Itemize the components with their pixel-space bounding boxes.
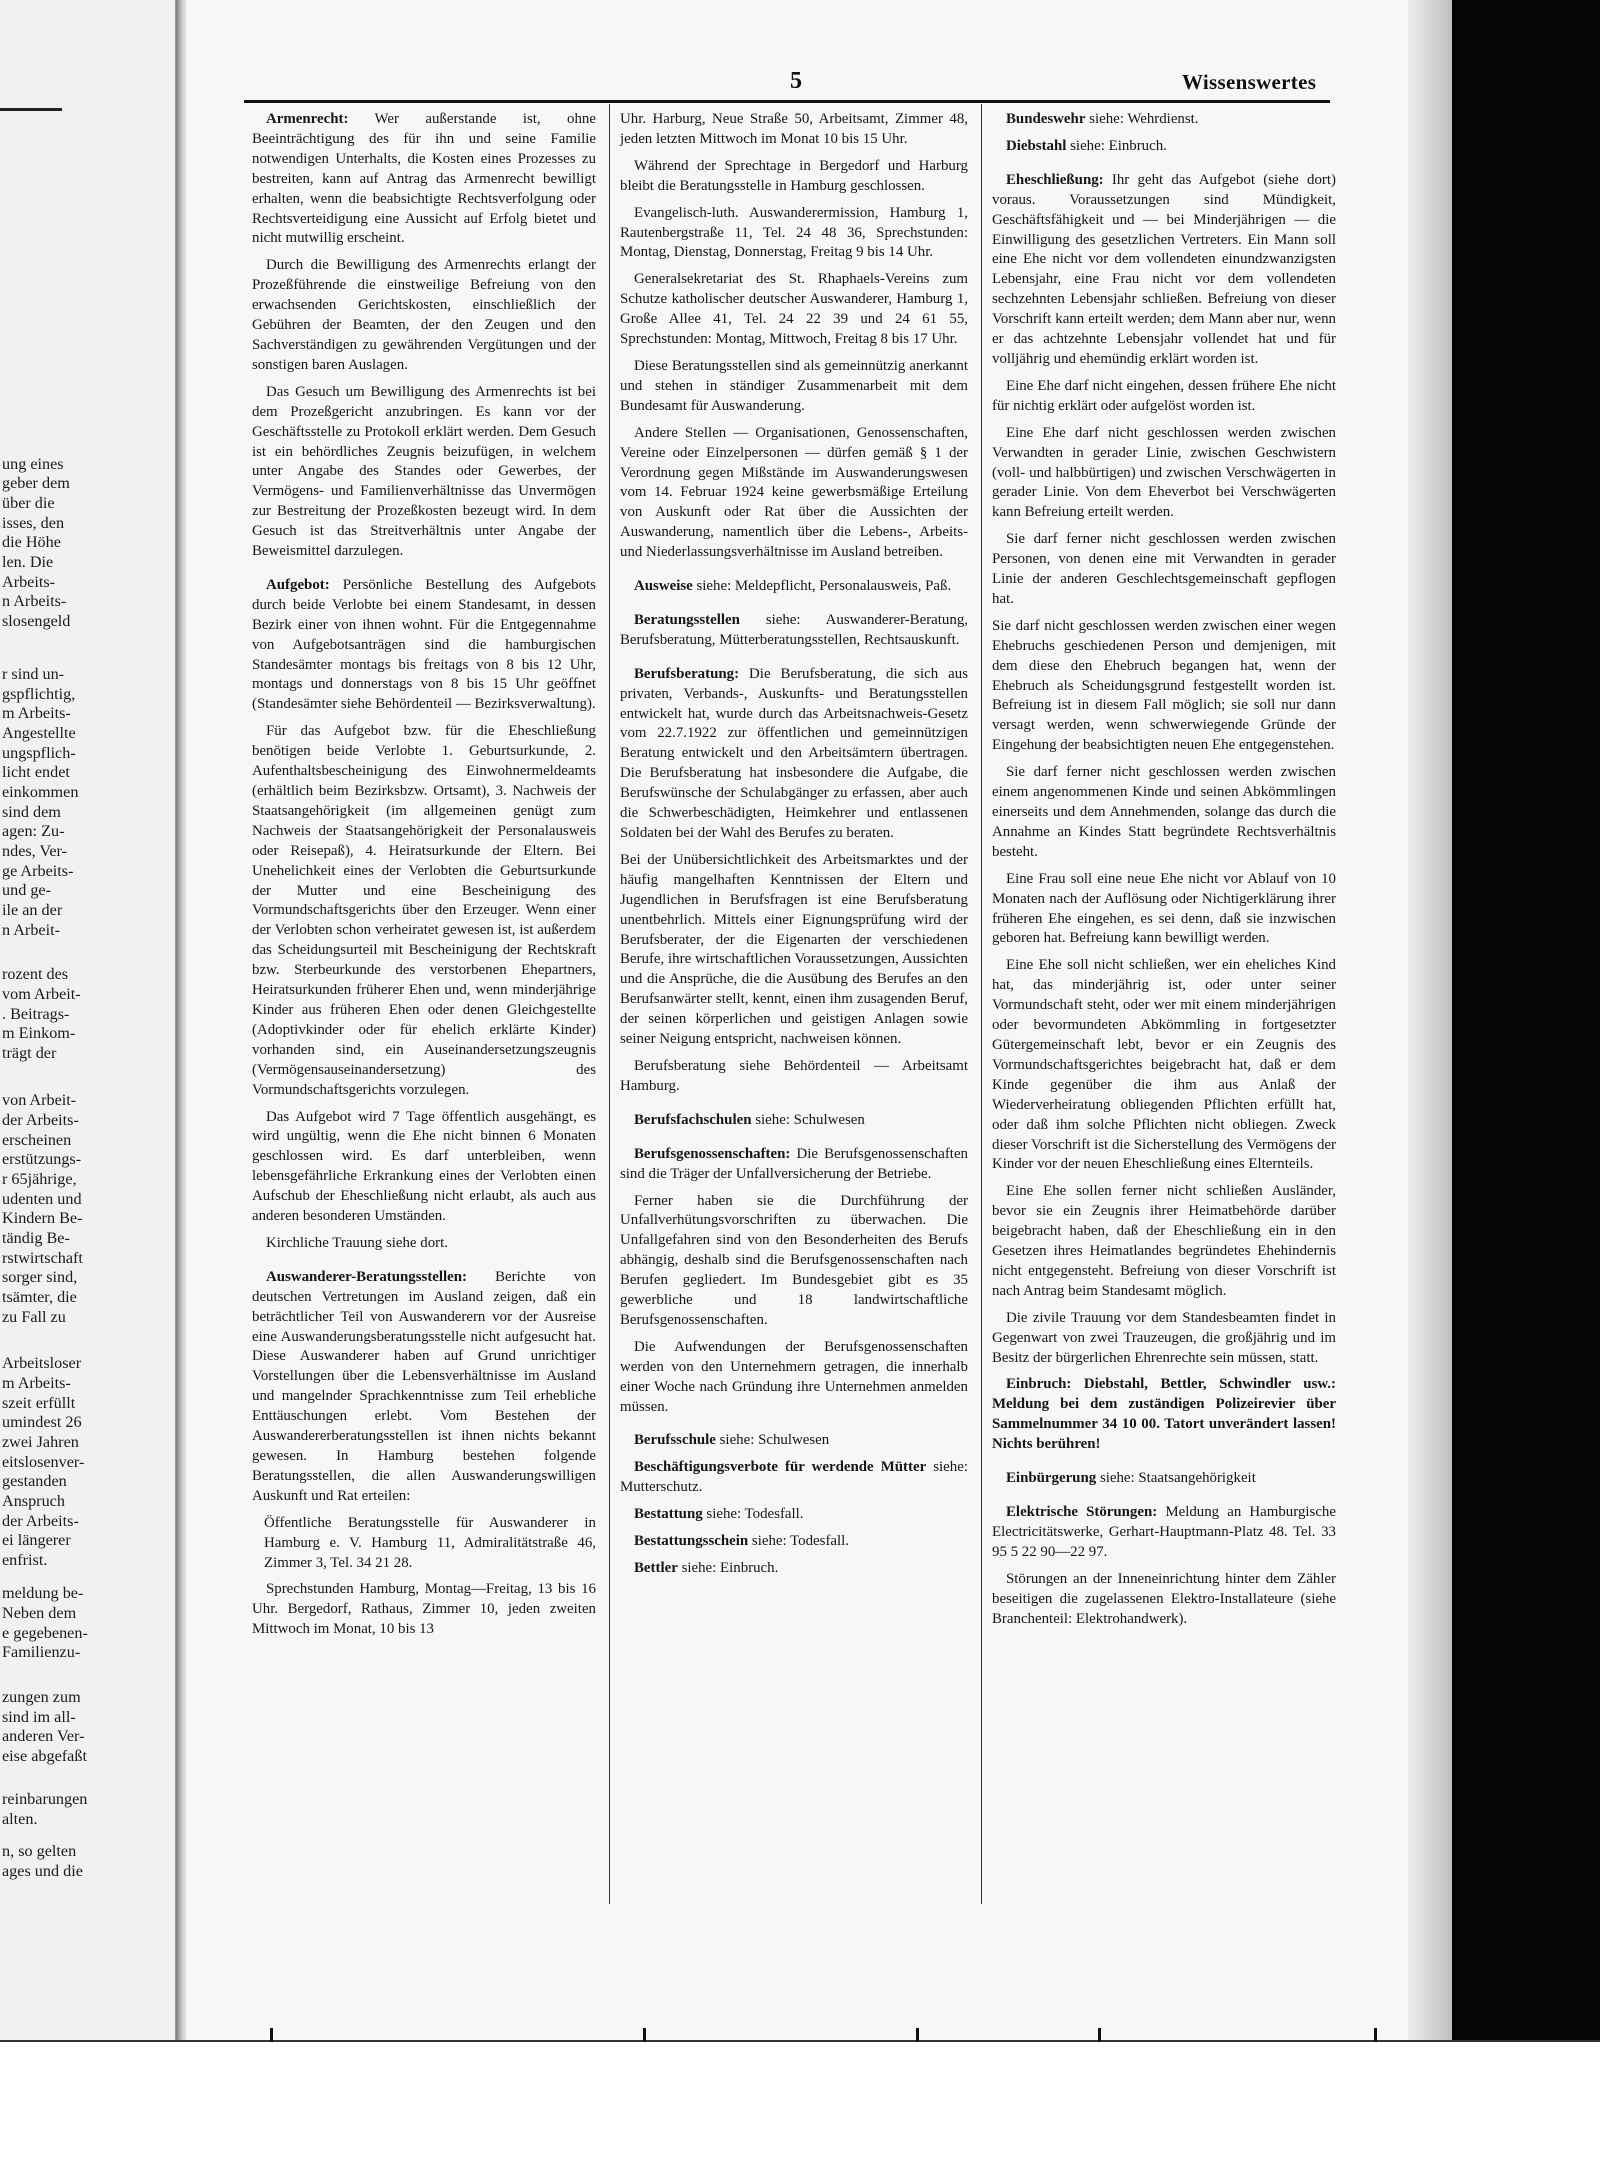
body-paragraph [620, 204, 968, 264]
entry-term: Diebstahl [1006, 137, 1067, 154]
entry-paragraph [992, 171, 1336, 370]
paragraph-text: Ferner haben sie die Durchführung der Unfallverhütungsvorschriften zu überwachen. Die Unfallgefahren sind von den Besonderheiten des Berufs abhängig, deshalb sind die Berufsgenossenschaften nach Berufen gegliedert. Im Bundesgebiet gibt es 35 gewerbliche und 18 landwirtschaftliche Berufsgenossenschaften. [620, 1192, 968, 1328]
entry-paragraph [620, 1431, 968, 1451]
header-rule [244, 100, 1330, 103]
entry-paragraph [620, 611, 968, 651]
left-page-line: tändig Be- [2, 1229, 70, 1247]
left-page-line: m Einkom- [2, 1024, 76, 1042]
body-paragraph [620, 357, 968, 417]
entry-paragraph [992, 110, 1336, 130]
column-divider [609, 104, 610, 1904]
section-title: Wissenswertes [1182, 70, 1317, 94]
entry-paragraph [620, 1145, 968, 1185]
body-paragraph [252, 1234, 596, 1254]
paragraph-text: siehe: Mutterschutz. [620, 1459, 968, 1496]
scan-edge-mark [643, 2028, 646, 2042]
left-page-line: von Arbeit- [2, 1091, 77, 1109]
left-page-line: rozent des [2, 965, 69, 983]
body-paragraph [620, 1057, 968, 1097]
paragraph-text: Die Aufwendungen der Berufsgenossenschaften werden von den Unternehmern getragen, die innerhalb einer Woche nach Gründung ihre Unternehmen anmelden müssen. [620, 1338, 968, 1415]
body-paragraph [252, 1514, 596, 1574]
left-page-line: m Arbeits- [2, 704, 71, 722]
entry-paragraph [620, 1111, 968, 1131]
left-page-line: len. Die [2, 553, 54, 571]
paragraph-text: Eine Ehe soll nicht schließen, wer ein eheliches Kind hat, das minderjährig ist, oder unter seiner Vormundschaft steht, oder wer mit einem minderjährigen oder bevormundeten Abkömmling in fortgesetzter Gütergemeinschaft lebt, bevor er ein Zeugnis des Vormundschaftsgerichtes beigebracht hat, daß er dem Kinde gegenüber die ihm aus Anlaß der Wiederverheiratung obliegenden Pflichten erfüllt hat, oder daß ihm solche Pflichten nicht obliegen. Zweck dieser Vorschrift ist die Sicherstellung des Vermögens der Kinder vor der neuen Eheschließung eines Elternteils. [992, 957, 1336, 1173]
entry-paragraph [620, 1559, 968, 1579]
paragraph-text: Evangelisch-luth. Auswanderermission, Hamburg 1, Rautenbergstraße 11, Tel. 24 48 36, Sprechstunden: Montag, Dienstag, Donnerstag, Freitag 9 bis 14 Uhr. [620, 204, 968, 261]
left-page-line: über die [2, 494, 55, 512]
entry-paragraph [252, 576, 596, 715]
left-page-line: erstützungs- [2, 1150, 82, 1168]
entry-term: Berufsgenossenschaften: [634, 1145, 791, 1162]
paragraph-text: Sprechstunden Hamburg, Montag—Freitag, 13 bis 16 Uhr. Bergedorf, Rathaus, Zimmer 10, jeden zweiten Mittwoch im Monat, 10 bis 13 [252, 1581, 596, 1638]
paragraph-text: Eine Frau soll eine neue Ehe nicht vor Ablauf von 10 Monaten nach der Auflösung oder Nichtigerklärung ihrer früheren Ehe eingehen, es sei denn, daß sie inzwischen geboren hat. Befreiung kann bewilligt werden. [992, 870, 1336, 947]
left-page-line: reinbarungen [2, 1790, 88, 1808]
entry-paragraph [620, 665, 968, 844]
left-page-line: meldung be- [2, 1584, 84, 1602]
left-page-line: n Arbeits- [2, 592, 67, 610]
scan-edge-mark [1374, 2028, 1377, 2042]
paragraph-text: siehe: Meldepflicht, Personalausweis, Paß. [696, 578, 952, 595]
paragraph-text: Ihr geht das Aufgebot (siehe dort) voraus. Voraussetzungen sind Mündigkeit, Geschäftsfähigkeit und — bei Minderjährigen — die Einwilligung des gesetzlichen Vertreters. Ein Mann soll eine Ehe nicht vor dem vollendeten einundzwanzigsten Lebensjahr, eine Frau nicht vor dem vollendeten sechzehnten Lebensjahr schließen. Befreiung von dieser Vorschrift kann erteilt werden; dem Mann aber nur, wenn er das achtzehnte Lebensjahr vollendet hat und für volljährig und ehemündig erklärt worden ist. [992, 171, 1336, 367]
paragraph-text: Persönliche Bestellung des Aufgebots durch beide Verlobte bei einem Standesamt, in dessen Bezirk einer von ihnen wohnt. Für die Entgegennahme von Aufgebotsanträgen sind die hamburgischen Standesämter montags bis freitags von 8 bis 12 Uhr, montags und donnerstags von 8 bis 15 Uhr geöffnet (Standesämter siehe Behördenteil — Bezirksverwaltung). [252, 576, 596, 713]
entry-paragraph [992, 137, 1336, 157]
body-paragraph [620, 851, 968, 1050]
left-page-line: der Arbeits- [2, 1111, 79, 1129]
paragraph-text: Sie darf ferner nicht geschlossen werden zwischen einem angenommenen Kinde und seinen Abkömmlingen einerseits und dem Annehmenden, solange das durch die Annahme an Kindes Statt begründete Rechtsverhältnis besteht. [992, 764, 1336, 860]
body-paragraph [620, 1192, 968, 1331]
left-page-line: ung eines [2, 455, 64, 473]
body-paragraph [252, 1108, 596, 1227]
text-column-3 [992, 110, 1336, 1636]
body-paragraph [992, 424, 1336, 524]
body-paragraph [620, 270, 968, 350]
paragraph-text: Uhr. Harburg, Neue Straße 50, Arbeitsamt, Zimmer 48, jeden letzten Mittwoch im Monat 10 bis 15 Uhr. [620, 111, 968, 147]
paragraph-text: Das Gesuch um Bewilligung des Armenrechts ist bei dem Prozeßgericht anzubringen. Es kann vor der Geschäftsstelle zu Protokoll erklärt werden. Dem Gesuch ist ein behördliches Zeugnis beizufügen, in welchem unter Angabe des Standes oder Gewerbes, der Vermögens- und Familienverhältnisse das Unvermögen zur Bestreitung der Prozeßkosten bezeugt wird. In dem Gesuch ist das Streitverhältnis unter Angabe der Beweismittel darzulegen. [252, 383, 596, 560]
entry-term: Bettler [634, 1560, 678, 1576]
paragraph-text: Diese Beratungsstellen sind als gemeinnützig anerkannt und stehen in ständiger Zusammenarbeit mit dem Bundesamt für Auswanderung. [620, 357, 968, 414]
entry-term: Armenrecht: [266, 111, 349, 127]
entry-term: Einbruch: [1006, 1376, 1072, 1393]
left-page-line: agen: Zu- [2, 822, 65, 840]
column-divider [981, 104, 982, 1904]
entry-term: Aufgebot: [266, 576, 330, 593]
left-page-line: ei längerer [2, 1531, 71, 1549]
entry-term: Auswanderer-Beratungsstellen: [266, 1268, 468, 1285]
body-paragraph [620, 424, 968, 563]
paragraph-text: Eine Ehe darf nicht geschlossen werden zwischen Verwandten in gerader Linie, zwischen Geschwistern (voll- und halbbürtigen) und zwischen Verschwägerten in gerader Linie. Von dem Eheverbot bei Verschwägerten kann Befreiung erteilt werden. [992, 424, 1336, 521]
entry-paragraph [992, 1503, 1336, 1563]
book-gutter [176, 0, 186, 2040]
entry-paragraph [620, 1458, 968, 1498]
body-paragraph [992, 870, 1336, 950]
left-page-line: erscheinen [2, 1131, 72, 1149]
paragraph-text: Die zivile Trauung vor dem Standesbeamten findet in Gegenwart von zwei Trauzeugen, die großjährig und im Besitz der bürgerlichen Ehrenrechte sein müssen, statt. [992, 1309, 1336, 1366]
entry-term: Beratungsstellen [634, 611, 740, 628]
left-page-line: anderen Ver- [2, 1727, 85, 1745]
paragraph-text: siehe: Wehrdienst. [1089, 111, 1199, 127]
left-page-line: vom Arbeit- [2, 985, 81, 1003]
left-page-line: sind dem [2, 803, 61, 821]
left-page-line: m Arbeits- [2, 1374, 71, 1392]
left-page-line: geber dem [2, 474, 70, 492]
paragraph-text: Meldung an Hamburgische Electricitätswerke, Gerhart-Hauptmann-Platz 48. Tel. 33 95 5 22 90—22 97. [992, 1504, 1336, 1560]
text-column-2 [620, 110, 968, 1586]
entry-paragraph [252, 110, 596, 249]
page-number: 5 [790, 68, 802, 94]
paragraph-text: Diebstahl, Bettler, Schwindler usw.: Meldung bei dem zuständigen Polizeirevier über Sammelnummer 34 10 00. Tatort unverändert lassen! Nichts berühren! [992, 1376, 1336, 1453]
left-page-line: . Beitrags- [2, 1005, 70, 1023]
paragraph-text: Andere Stellen — Organisationen, Genossenschaften, Vereine oder Einzelpersonen — dürfen gemäß § 1 der Verordnung gegen Mißstände im Auswanderungswesen vom 14. Februar 1924 keine gewerbsmäßige Erteilung von Auskunft oder Rat über die Aussichten der Auswanderung, namentlich über die Lebens-, Arbeits- und Niederlassungsverhältnisse im Ausland betreiben. [620, 424, 968, 561]
body-paragraph [992, 1182, 1336, 1301]
left-page-line: szeit erfüllt [2, 1394, 76, 1412]
paragraph-text: siehe: Einbruch. [681, 1560, 779, 1576]
left-page-line: eise abgefaßt [2, 1747, 87, 1765]
paragraph-text: Für das Aufgebot bzw. für die Eheschließung benötigen beide Verlobte 1. Geburtsurkunde, 2. Aufenthaltsbescheinigung des Einwohnermeldeamts (erhältlich beim Bezirksbzw. Ortsamt), 3. Nachweis der Staatsangehörigkeit (im allgemeinen genügt zum Nachweis der Staatsangehörigkeit der Personalausweis oder Reisepaß), 4. Heiratsurkunde der Eltern. Bei Unehelichkeit eines der Verlobten die Geburtsurkunde der Mutter und eine Bescheinigung des Vormundschaftsgerichts über den Erzeuger. Wenn einer der Verlobten schon verheiratet gewesen ist, ist außerdem das Scheidungsurteil mit Bescheinigung der Rechtskraft bzw. Sterbeurkunde des verstorbenen Ehepartners, Heiratsurkunden früherer Ehen und, wenn minderjährige Kinder aus früheren Ehen oder denen Gleichgestellte (Adoptivkinder oder für ehelich erklärte Kinder) vorhanden sind, ein Auseinandersetzungszeugnis (Vermögensauseinandersetzung) des Vormundschaftsgerichts vorzulegen. [252, 723, 596, 1098]
left-page-fragment [0, 0, 176, 2040]
paragraph-text: Durch die Bewilligung des Armenrechts erlangt der Prozeßführende die einstweilige Befreiung von den erwachsenden Gerichtskosten, einschließlich der Gebühren der Beamten, der den Zeugen und den Sachverständigen zu gewährenden Vergütungen und der sonstigen baren Auslagen. [252, 257, 596, 373]
body-paragraph [992, 377, 1336, 417]
paragraph-text: Sie darf ferner nicht geschlossen werden zwischen Personen, von denen eine mit Verwandten in gerader Linie der anderen Geschlechtsgemeinschaft gepflogen hat. [992, 531, 1336, 607]
body-paragraph [620, 110, 968, 150]
left-page-line: n, so gelten [2, 1842, 77, 1860]
left-page-line: trägt der [2, 1044, 57, 1062]
paragraph-text: Berufsberatung siehe Behördenteil — Arbeitsamt Hamburg. [620, 1057, 968, 1094]
left-page-line: licht endet [2, 763, 70, 781]
entry-term: Eheschließung: [1006, 171, 1104, 188]
left-page-line: ndes, Ver- [2, 842, 68, 860]
left-page-line: und ge- [2, 881, 51, 899]
entry-term: Bestattung [634, 1506, 703, 1523]
body-paragraph [252, 383, 596, 562]
left-page-line: zwei Jahren [2, 1433, 79, 1451]
left-page-line: Arbeitsloser [2, 1354, 82, 1372]
left-page-line: Anspruch [2, 1492, 65, 1510]
paragraph-text: Störungen an der Inneneinrichtung hinter dem Zähler beseitigen die zugelassenen Elektro-Installateure (siehe Branchenteil: Elektrohandwerk). [992, 1570, 1336, 1627]
entry-term: Beschäftigungsverbote für werdende Mütter [634, 1459, 927, 1476]
entry-term: Einbürgerung [1006, 1470, 1097, 1487]
entry-paragraph [620, 1505, 968, 1525]
left-page-line: Neben dem [2, 1604, 77, 1622]
left-page-line: r 65jährige, [2, 1170, 77, 1188]
left-page-line: Arbeits- [2, 573, 56, 591]
left-page-line: der Arbeits- [2, 1512, 79, 1530]
paragraph-text: Das Aufgebot wird 7 Tage öffentlich ausgehängt, es wird ungültig, wenn die Ehe nicht binnen 6 Monaten geschlossen wird. Es darf unterbleiben, wenn lebensgefährliche Erkrankung eines der Verlobten einen Aufschub der Eheschließung nicht erlaubt, als auch aus anderen besonderen Umständen. [252, 1108, 596, 1225]
left-page-line: r sind un- [2, 665, 65, 683]
left-page-line: isses, den [2, 514, 65, 532]
left-page-rule [0, 108, 62, 111]
left-page-line: gestanden [2, 1472, 67, 1490]
paragraph-text: siehe: Schulwesen [755, 1111, 865, 1128]
entry-paragraph [620, 577, 968, 597]
left-page-line: zu Fall zu [2, 1308, 66, 1326]
scan-edge-mark [270, 2028, 273, 2042]
left-page-line: einkommen [2, 783, 79, 801]
body-paragraph [992, 956, 1336, 1175]
left-page-line: umindest 26 [2, 1413, 82, 1431]
left-page-line: e gegebenen- [2, 1624, 88, 1642]
entry-term: Berufsberatung: [634, 665, 740, 682]
paragraph-text: Sie darf nicht geschlossen werden zwischen einer wegen Ehebruchs geschiedenen Person und demjenigen, mit dem diese den Ehebruch begangen hat, wenn der Ehebruch als Scheidungsgrund festgestellt worden ist. Befreiung ist in diesem Fall möglich; sie soll nur dann versagt werden, wenn schwerwiegende Gründe der Eingehung der beabsichtigten neuen Ehe entgegenstehen. [992, 617, 1336, 754]
left-page-line: ge Arbeits- [2, 862, 74, 880]
paragraph-text: Eine Ehe sollen ferner nicht schließen Ausländer, bevor sie ein Zeugnis ihrer Heimatbehörde darüber beigebracht haben, daß der Eheschließung ein in den Gesetzen ihres Heimatlandes begründetes Ehehindernis nicht entgegensteht. Befreiung von dieser Vorschrift ist nach Antrag beim Standesamt möglich. [992, 1183, 1336, 1299]
body-paragraph [620, 1338, 968, 1418]
paragraph-text: siehe: Todesfall. [706, 1506, 804, 1523]
left-page-line: udenten und [2, 1190, 82, 1208]
page-edge-shadow [1408, 0, 1452, 2040]
body-paragraph [620, 157, 968, 197]
paragraph-text: siehe: Schulwesen [719, 1432, 830, 1449]
left-page-line: ungspflich- [2, 744, 76, 762]
paragraph-text: Kirchliche Trauung siehe dort. [266, 1234, 448, 1251]
left-page-line: slosengeld [2, 612, 71, 630]
left-page-line: eitslosenver- [2, 1453, 85, 1471]
paragraph-text: siehe: Einbruch. [1070, 137, 1167, 154]
entry-term: Bundeswehr [1006, 111, 1086, 127]
text-column-1 [252, 110, 596, 1647]
paragraph-text: Die Berufsgenossenschaften sind die Träger der Unfallversicherung der Betriebe. [620, 1145, 968, 1182]
paragraph-text: siehe: Todesfall. [751, 1533, 850, 1550]
entry-paragraph [992, 1375, 1336, 1455]
paragraph-text: Bei der Unübersichtlichkeit des Arbeitsmarktes und der häufig mangelhaften Kenntnissen der Eltern und Jugendlichen in Berufsfragen ist eine Berufsberatung unentbehrlich. Mittels einer Eignungsprüfung wird der Berufsberater, der die Eigenarten der verschiedenen Berufe, ihre wirtschaftlichen Voraussetzungen, Aussichten und die Ansprüche, die die Ausübung des Berufes an den Berufsanwärter stellt, kennt, einen ihm zusagenden Beruf, der seinen körperlichen und geistigen Anlagen sowie seiner Neigung entspricht, nachweisen können. [620, 851, 968, 1048]
left-page-line: n Arbeit- [2, 921, 60, 939]
entry-term: Elektrische Störungen: [1006, 1504, 1158, 1520]
left-page-line: Angestellte [2, 724, 76, 742]
body-paragraph [992, 617, 1336, 756]
scan-edge-mark [1098, 2028, 1101, 2042]
entry-paragraph [252, 1268, 596, 1507]
left-page-line: sind im all- [2, 1708, 76, 1726]
entry-term: Bestattungsschein [634, 1533, 749, 1550]
paragraph-text: siehe: Staatsangehörigkeit [1099, 1470, 1256, 1487]
body-paragraph [992, 1309, 1336, 1369]
body-paragraph [252, 722, 596, 1100]
scan-border [1452, 0, 1600, 2040]
left-page-line: Familienzu- [2, 1643, 81, 1661]
left-page-line: rstwirtschaft [2, 1249, 83, 1267]
body-paragraph [252, 256, 596, 375]
left-page-line: gspflichtig, [2, 685, 76, 703]
paragraph-text: siehe: Auswanderer-Beratung, Berufsberatung, Mütterberatungsstellen, Rechtsauskunft. [620, 611, 968, 648]
paragraph-text: Eine Ehe darf nicht eingehen, dessen frühere Ehe nicht für nichtig erklärt oder aufgelöst worden ist. [992, 377, 1336, 414]
entry-paragraph [620, 1532, 968, 1552]
scan-edge-mark [916, 2028, 919, 2042]
paragraph-text: Generalsekretariat des St. Rhaphaels-Vereins zum Schutze katholischer deutscher Auswanderer, Hamburg 1, Große Allee 41, Tel. 24 22 39 und 24 61 55, Sprechstunden: Montag, Mittwoch, Freitag 8 bis 17 Uhr. [620, 271, 968, 348]
paragraph-text: Wer außerstande ist, ohne Beeinträchtigung des für ihn und seine Familie notwendigen Unterhalts, die Kosten eines Prozesses zu bestreiten, kann auf Antrag das Armenrecht bewilligt erhalten, wenn die beabsichtigte Rechtsverfolgung oder Rechtsverteidigung eine Aussicht auf Erfolg bietet und nicht mutwillig erscheint. [252, 111, 596, 247]
left-page-line: zungen zum [2, 1688, 81, 1706]
body-paragraph [252, 1580, 596, 1640]
paragraph-text: Die Berufsberatung, die sich aus privaten, Verbands-, Auskunfts- und Beratungsstellen entwickelt hat, wurde durch das Arbeitsnachweis-Gesetz vom 22.7.1922 zur öffentlichen und gemeinnützigen Beratung entwickelt und den Arbeitsämtern übertragen. Die Berufsberatung hat insbesondere die Aufgabe, die Berufswünsche der Schulabgänger zu erfassen, aber auch die Schwerbeschädigten, Heimkehrer und entlassenen Soldaten bei der Wahl des Berufes zu beraten. [620, 665, 968, 841]
paragraph-text: Während der Sprechtage in Bergedorf und Harburg bleibt die Beratungsstelle in Hamburg geschlossen. [620, 157, 968, 194]
paragraph-text: Öffentliche Beratungsstelle für Auswanderer in Hamburg e. V. Hamburg 11, Admiralitätstraße 46, Zimmer 3, Tel. 34 21 28. [264, 1514, 596, 1571]
entry-paragraph [992, 1469, 1336, 1489]
left-page-line: enfrist. [2, 1551, 48, 1569]
paragraph-text: Berichte von deutschen Vertretungen im Ausland zeigen, daß ein beträchtlicher Teil von Auswanderern vor der Ausreise eine Auswanderungsberatungsstelle nicht aufgesucht hat. Diese Auswanderer haben auf Grund unrichtiger Vorstellungen über die Lebensverhältnisse im Ausland und mangelnder Sprachkenntnisse zum Teil erhebliche Enttäuschungen erlebt. Vom Bestehen der Auswandererberatungsstellen ist ihnen nichts bekannt gewesen. In Hamburg bestehen folgende Beratungsstellen, die allen Auswanderungswilligen Auskunft und Rat erteilen: [252, 1268, 596, 1504]
body-paragraph [992, 1570, 1336, 1630]
body-paragraph [992, 763, 1336, 863]
entry-term: Ausweise [634, 578, 693, 595]
left-page-line: ile an der [2, 901, 63, 919]
left-page-line: ages und die [2, 1862, 83, 1880]
left-page-line: Kindern Be- [2, 1209, 83, 1227]
body-paragraph [992, 530, 1336, 610]
entry-term: Berufsschule [634, 1432, 716, 1449]
left-page-line: tsämter, die [2, 1288, 77, 1306]
scan-bottom-edge [0, 2040, 1600, 2042]
entry-term: Berufsfachschulen [634, 1111, 752, 1128]
left-page-line: sorger sind, [2, 1268, 78, 1286]
left-page-line: alten. [2, 1810, 38, 1828]
left-page-line: die Höhe [2, 533, 61, 551]
